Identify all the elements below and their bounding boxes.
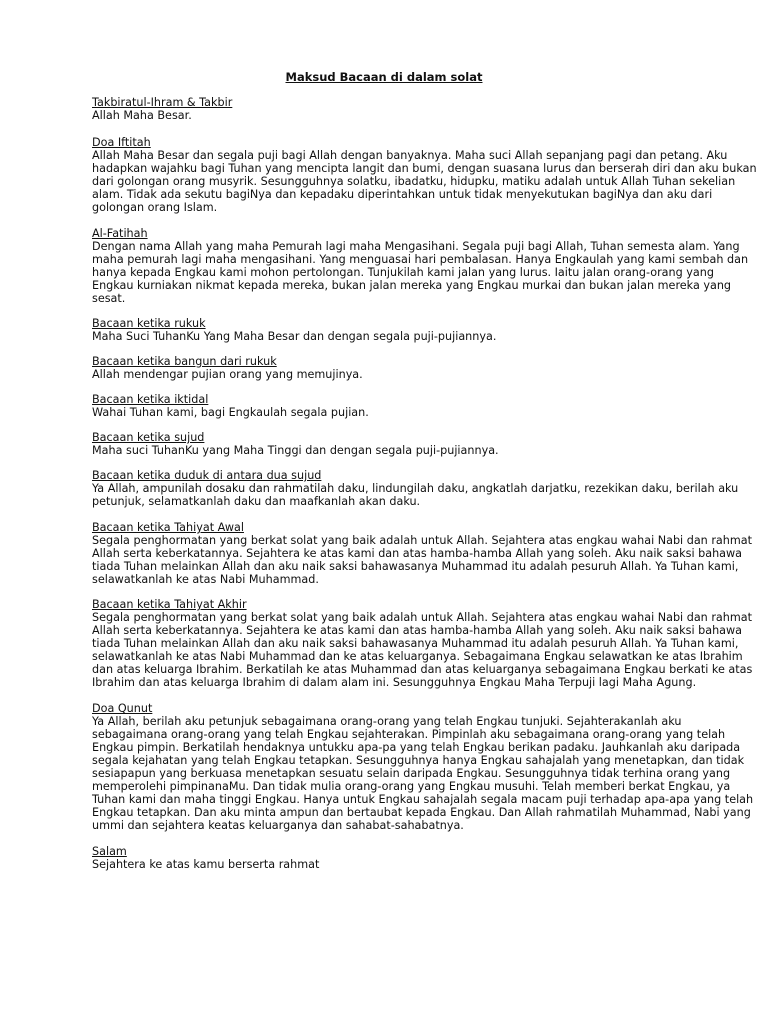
section-heading: Bacaan ketika Tahiyat Awal (92, 521, 244, 534)
section-heading: Doa Qunut (92, 702, 153, 715)
section-7 (92, 431, 712, 457)
section-text-line: hanya kepada Engkau kami mohon pertolongan. Tunjukilah kami jalan yang lurus. Iaitu jalan orang-orang yang (92, 266, 714, 279)
section-text-line: Tuhan kami dan maha tinggi Engkau. Hanya untuk Engkau sahajalah segala macam puji terhadap apa-apa yang telah (92, 793, 754, 806)
section-text-line: alam. Tidak ada sekutu bagiNya dan kepadaku diperintahkan untuk tidak menyekutukan bagiNya dan aku dari (92, 188, 713, 201)
page-title: Maksud Bacaan di dalam solat (285, 70, 483, 84)
section-10 (92, 598, 753, 689)
section-text-line: Sejahtera ke atas kamu berserta rahmat (92, 858, 320, 871)
section-text-line: Dengan nama Allah yang maha Pemurah lagi maha Mengasihani. Segala puji bagi Allah, Tuhan semesta alam. Yang (92, 240, 740, 253)
section-text-line: Engkau pimpin. Berkatilah hendaknya untukku apa-pa yang telah Engkau berikan padaku. Jauhkanlah aku daripada (92, 741, 741, 754)
section-text-line: maha pemurah lagi maha mengasihani. Yang menguasai hari pembalasan. Hanya Engkaulah yang kami sembah dan (92, 253, 749, 266)
section-text-line: sebagaimana orang-orang yang telah Engkau sejahterakan. Pimpinlah aku sebagaimana orang-orang yang telah (92, 728, 726, 741)
section-heading: Bacaan ketika duduk di antara dua sujud (92, 469, 322, 482)
section-text-line: dan atas keluarga Ibrahim. Berkatilah ke atas Muhammad dan atas keluarganya sebagaimana Engkau berkati ke atas (92, 663, 753, 676)
section-heading: Bacaan ketika bangun dari rukuk (92, 355, 277, 368)
section-text-line: tiada Tuhan melainkan Allah dan aku naik saksi bahawasanya Muhammad itu adalah pesuruh Allah. Ya Tuhan kami, (92, 560, 739, 573)
section-text-line: Allah Maha Besar dan segala puji bagi Allah dengan banyaknya. Maha suci Allah sepanjang pagi dan petang. Aku (92, 149, 728, 162)
section-text-line: petunjuk, selamatkanlah daku dan maafkanlah akan daku. (92, 495, 421, 508)
section-heading: Doa Iftitah (92, 136, 151, 149)
section-text-line: selawatkanlah ke atas Nabi Muhammad dan ke atas keluarganya. Sebagaimana Engkau selawatkan ke atas Ibrahim (92, 650, 743, 663)
section-6 (92, 393, 712, 419)
section-3 (92, 227, 749, 305)
section-4 (92, 317, 712, 343)
section-text-line: Ya Allah, berilah aku petunjuk sebagaimana orang-orang yang telah Engkau tunjuki. Sejahterakanlah aku (92, 715, 682, 728)
section-heading: Bacaan ketika rukuk (92, 317, 206, 330)
section-text-line: Allah mendengar pujian orang yang memujinya. (92, 368, 363, 381)
section-8 (92, 469, 739, 508)
section-11 (92, 702, 754, 832)
section-text-line: Ya Allah, ampunilah dosaku dan rahmatilah daku, lindungilah daku, angkatlah darjatku, rezekikan daku, berilah aku (92, 482, 739, 495)
section-text-line: Allah serta keberkatannya. Sejahtera ke atas kami dan atas hamba-hamba Allah yang soleh. Aku naik saksi bahawa (92, 547, 743, 560)
section-text-line: Segala penghormatan yang berkat solat yang baik adalah untuk Allah. Sejahtera atas engkau wahai Nabi dan rahmat (92, 611, 753, 624)
section-text-line: memperolehi pimpinanaMu. Dan tidak mulia orang-orang yang Engkau musuhi. Telah memberi berkat Engkau, ya (92, 780, 731, 793)
section-text-line: segala kejahatan yang telah Engkau tetapkan. Sesungguhnya hanya Engkau sahajalah yang menetapkan, dan tidak (92, 754, 745, 767)
section-text-line: sesiapapun yang berkuasa menetapkan sesuatu selain daripada Engkau. Sesungguhnya tidak terhina orang yang (92, 767, 731, 780)
section-heading: Bacaan ketika sujud (92, 431, 205, 444)
section-text-line: Allah Maha Besar. (92, 109, 192, 122)
section-text-line: Ibrahim dan atas keluarga Ibrahim di dalam alam ini. Sesungguhnya Engkau Maha Terpuji lagi Maha Agung. (92, 676, 697, 689)
section-heading: Salam (92, 845, 127, 858)
section-text-line: Maha Suci TuhanKu Yang Maha Besar dan dengan segala puji-pujiannya. (92, 330, 497, 343)
section-9 (92, 521, 753, 586)
section-text-line: Segala penghormatan yang berkat solat yang baik adalah untuk Allah. Sejahtera atas engkau wahai Nabi dan rahmat (92, 534, 753, 547)
section-text-line: selawatkanlah ke atas Nabi Muhammad. (92, 573, 319, 586)
section-5 (92, 355, 712, 381)
section-text-line: Engkau tetapkan. Dan aku minta ampun dan bertaubat kepada Engkau. Dan Allah rahmatilah Muhammad, Nabi yang (92, 806, 751, 819)
document-body (92, 96, 757, 871)
section-text-line: golongan orang Islam. (92, 201, 218, 214)
section-text-line: Engkau kurniakan nikmat kepada mereka, bukan jalan mereka yang Engkau murkai dan bukan jalan mereka yang (92, 279, 732, 292)
section-text-line: Maha suci TuhanKu yang Maha Tinggi dan dengan segala puji-pujiannya. (92, 444, 499, 457)
section-text-line: sesat. (92, 292, 126, 305)
section-text-line: tiada Tuhan melainkan Allah dan aku naik saksi bahawasanya Muhammad itu adalah pesuruh Allah. Ya Tuhan kami, (92, 637, 739, 650)
section-heading: Bacaan ketika Tahiyat Akhir (92, 598, 247, 611)
section-text-line: Wahai Tuhan kami, bagi Engkaulah segala pujian. (92, 406, 369, 419)
section-heading: Al-Fatihah (92, 227, 148, 240)
section-text-line: dari golongan orang musyrik. Sesungguhnya solatku, ibadatku, hidupku, matiku adalah untuk Allah Tuhan sekelian (92, 175, 736, 188)
section-1 (92, 96, 712, 122)
section-heading: Takbiratul-Ihram & Takbir (92, 96, 233, 109)
section-12 (92, 845, 712, 871)
section-text-line: hadapkan wajahku bagi Tuhan yang mencipta langit dan bumi, dengan suasana lurus dan berserah diri dan aku bukan (92, 162, 757, 175)
section-text-line: Allah serta keberkatannya. Sejahtera ke atas kami dan atas hamba-hamba Allah yang soleh. Aku naik saksi bahawa (92, 624, 743, 637)
section-text-line: ummi dan sejahtera keatas keluarganya dan sahabat-sahabatnya. (92, 819, 464, 832)
section-2 (92, 136, 757, 214)
section-heading: Bacaan ketika iktidal (92, 393, 209, 406)
